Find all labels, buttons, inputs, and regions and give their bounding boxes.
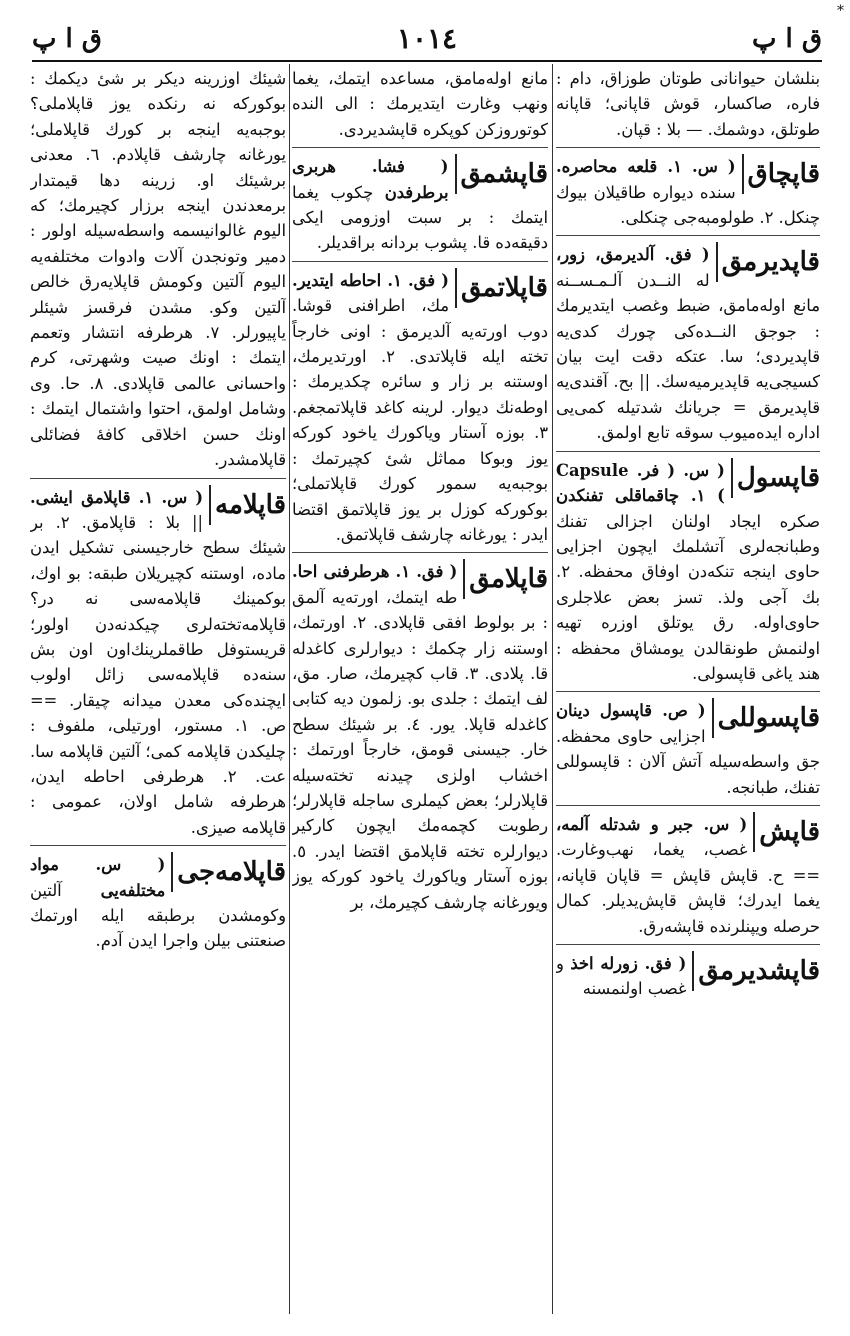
entry-divider [292, 552, 548, 553]
entry-definition: اجزایی حاوی محفظه. جق واسطه‌سیله آتش آلان : قاپسوللی تفنك، طبانجه. [556, 726, 820, 797]
header-rule [32, 60, 822, 62]
entry-definition: مك، اطرافنی قوشا. دوب اورته‌یه آلدیرمق : اونی خارجاً تخته ایله قاپلاتدی. ٢. اورتدیرمك، اوستنه بر زار و سائره چکدیرمك : اوطه‌نك دیوار. لرینه کاغد قاپلاتمجغم. ٣. بوزه آستار ویاکورك یاخود کورکه یوز وبوکا مماثل شی‌ٔ کچیرتمك : بوجبه‌یه سمور کورك قاپلاتملی؛ بوکورکه کوزل بر یوز قاپلاتمق اقتضا ایدر : یورغانه چارشف قاپلاتمق. [292, 296, 548, 544]
entry-divider [30, 478, 286, 479]
entry-headword: قاپدیرمق [716, 242, 820, 282]
entry-grammar: ( فق. زورله اخذ [570, 954, 687, 973]
header-left-guideword: ق ا پ [32, 24, 102, 54]
entry-definition: شیئك اوزرینه دیکر بر شی‌ٔ دیکمك : بوکورکه نه رنکده یوز قاپلاملی؟ بوجبه‌یه اینجه بر کورك قاپلاملی؛ یورغانه چارشف قاپلادم. ٦. معدنی برشیئك او. زرینه دها قیمتدار برمعدندن اینجه برزار کچیرمك؛ که الیوم غالوانیسمه واسطه‌سیله اولور : دمیر وتونجدن آلات وادوات مختلفه‌یه الیوم آلتین وکومش قاپلایه‌رق خالص آلتین وکو. مشدن فرقسز شیئلر یاپیورلر. ٧. هرطرفه انتشار وتعمم ایتمك : اونك صیت وشهرتی، کرم واحسانی عالمی قاپلادی. ٨. حا. وی وشامل اولمق، احتوا واشتمال ایتمك : اونك حسن اخلاقی کافهٔ فضائلی قاپلامشدر. [30, 69, 286, 470]
dictionary-entry [30, 485, 286, 841]
column-right [556, 66, 820, 1316]
column-divider-right [552, 64, 553, 1314]
dictionary-entry [292, 268, 548, 547]
dictionary-entry [556, 154, 820, 230]
entry-divider [556, 944, 820, 945]
dictionary-entry [556, 812, 820, 939]
entry-definition: صکره ایجاد اولنان اجزالی تفنك وطبانجه‌لری آتشلمك ایچون اجزایی حاوی اینجه تنکه‌دن اوفاق محفظه. ٢. بك آجی ولذ. تسز بعض علاجلری حاوی‌اوله. رق یوتلق اوزره تهیه اولنمش طونقالدن یومشاق محفظه : هند یاغی قاپسولی. [556, 511, 820, 683]
dictionary-entry [292, 66, 548, 142]
entry-definition: مانع اوله‌مامق، مساعده ایتمك، یغما ونهب وغارت ایتدیرمك : الی النده کوتوروزکن کوپکره قاپشدیردی. [292, 69, 548, 139]
entry-divider [556, 691, 820, 692]
entry-divider [556, 235, 820, 236]
entry-divider [30, 845, 286, 846]
entry-grammar: ( فشا. هربری برطرفدن [292, 157, 449, 202]
entry-headword: قاپلاتمق [455, 268, 548, 308]
header-right-guideword: ق ا پ [752, 24, 822, 54]
entry-definition: غصب، یغما، نهب‌وغارت. == ح. قاپش قاپش = قاپان قاپانه، یغما ایدرك؛ قاپش قاپش‌یدیلر. کمال حرصله ویپنلرنده قاپشه‌رق. [556, 840, 820, 936]
entry-headword: قاپسول [731, 458, 820, 498]
entry-headword: قاپلامق [463, 559, 548, 599]
entry-headword: قاپچاق [742, 154, 820, 194]
entry-headword: قاپسوللی [712, 698, 820, 738]
entry-divider [292, 147, 548, 148]
page-header [32, 22, 822, 56]
dictionary-entry [292, 559, 548, 915]
entry-grammar: ( فق. ١. احاطه ایتدیر. [292, 270, 449, 290]
dictionary-entry [556, 242, 820, 445]
entry-definition: له النــدن آلـمـســنه مانع اوله‌مامق، ضبط وغصب ایتدیرمك : جوجق النــده‌کی چورك کدی‌یه قاپدیردی؛ سا. عتکه دقت ایت بیان کسیجی‌یه قاپدیرمیه‌سك. || بح. آقندی‌یه قاپدیرمق = جریانك شدتیله کمی‌یی اداره ایده‌میوب سوقه تابع اولمق. [556, 270, 820, 443]
entry-headword: قاپلامه [209, 485, 286, 525]
entry-definition: و غصب اولنمسنه [556, 954, 687, 999]
column-left [30, 66, 286, 1316]
column-middle [292, 66, 548, 1316]
entry-grammar: ( س. جبر و شدتله آلمه، [556, 814, 748, 834]
page-number: ١٠١٤ [396, 22, 458, 55]
column-divider-left [289, 64, 290, 1314]
entry-grammar: ( فق. آلدیرمق، زور، [556, 245, 710, 265]
dictionary-entry [30, 66, 286, 473]
entry-headword: قاپلامه‌جی [171, 852, 286, 892]
dictionary-entry [556, 698, 820, 800]
dictionary-entry [292, 154, 548, 256]
entry-definition: آلتین وکومشدن برطبقه ایله اورتمك صنعتنی بیلن واجرا ایدن آدم. [30, 880, 286, 951]
entry-headword: قاپش [753, 812, 820, 852]
entry-divider [556, 147, 820, 148]
entry-grammar: ( س. مواد مختلفه‌یی [30, 855, 166, 900]
entry-grammar: ( س. ١. قلعه محاصره. [556, 157, 736, 177]
entry-definition: طه ایتمك، اورته‌یه آلمق : بر بولوط افقی قاپلادی. ٢. اورتمك، اوستنه زار چکمك : دیوارلری کاغدله قا. پلادی. ٣. قاب کچیرمك، صار. مق، لف ایتمك : جلدی بو. زلمون دیه کتابی کاغدله قاپلا. یور. ٤. بر شیئك سطح خار. جیسنی قومق، خارجاً اورتمك : اخشاب اولزی چیدنه تخته‌سیله قاپلارلر؛ بعض کیملری ساجله قاپلارلر؛ رطوبت کچمه‌مك ایچون کارکیر دیوارلره تخته قاپلامق اقتضا ایدر. ٥. بوزه آستار ویاکورك یاخود کورکه یوز ویورغانه چارشف کچیرمك، بر [292, 587, 548, 912]
dictionary-entry [30, 852, 286, 954]
entry-definition: || بلا : قاپلامق. ٢. بر شیئك سطح خارجیسنی تشکیل ایدن ماده، اوستنه کچیریلان طبقه: بو اوك، بوکمینك قاپلامه‌سی نه در؟ قاپلامه‌تخته‌لری چیکدنه‌دن اولور؛ قریستوفل طاقملرینك‌اون اون بش سنه‌ده قاپلامه‌سی زائل اولوب ایچنده‌کی معدن میدانه چیقار. == ص. ١. مستور، اورتیلی، ملفوف : چلیکدن قاپلامه کمی؛ آلتین قاپلامه سا. عت. ٢. هرطرفی احاطه ایدن، هرطرفه شامل اولان، عمومی : قاپلامه صیزی. [30, 512, 286, 837]
dictionary-entry [556, 66, 820, 142]
entry-divider [556, 805, 820, 806]
entry-definition: سنده دیواره طاقیلان بیوك چنکل. ٢. طولومبه‌جی چنکلی. [556, 182, 820, 228]
entry-headword: قاپشمق [455, 154, 549, 194]
entry-definition: بنلشان حیوانانی طوتان طوزاق، دام : فاره، صاکسار، قوش قاپانی؛ قاپانه طوتلق، دوشمك. — بلا : قپان. [556, 69, 820, 139]
entry-headword: قاپشدیرمق [692, 951, 820, 991]
entry-grammar: ( س. ١. قاپلامق ایشی. [30, 487, 204, 507]
entry-grammar: ( ص. قاپسول دینان [556, 701, 706, 721]
dictionary-entry [556, 951, 820, 1002]
entry-grammar: ( فق. ١. هرطرفنی احا. [292, 562, 458, 582]
entry-grammar: ( س. ( فر. Capsule ) ١. چاقماقلی تفنکدن [556, 460, 725, 506]
entry-divider [292, 261, 548, 262]
entry-definition: چکوب یغما ایتمك : بر سبت اوزومی ایکی دقیقه‌ده قا. پشوب بردانه براقدیلر. [292, 182, 548, 253]
entry-divider [556, 451, 820, 452]
dictionary-entry [556, 458, 820, 687]
corner-mark: * [837, 3, 844, 19]
